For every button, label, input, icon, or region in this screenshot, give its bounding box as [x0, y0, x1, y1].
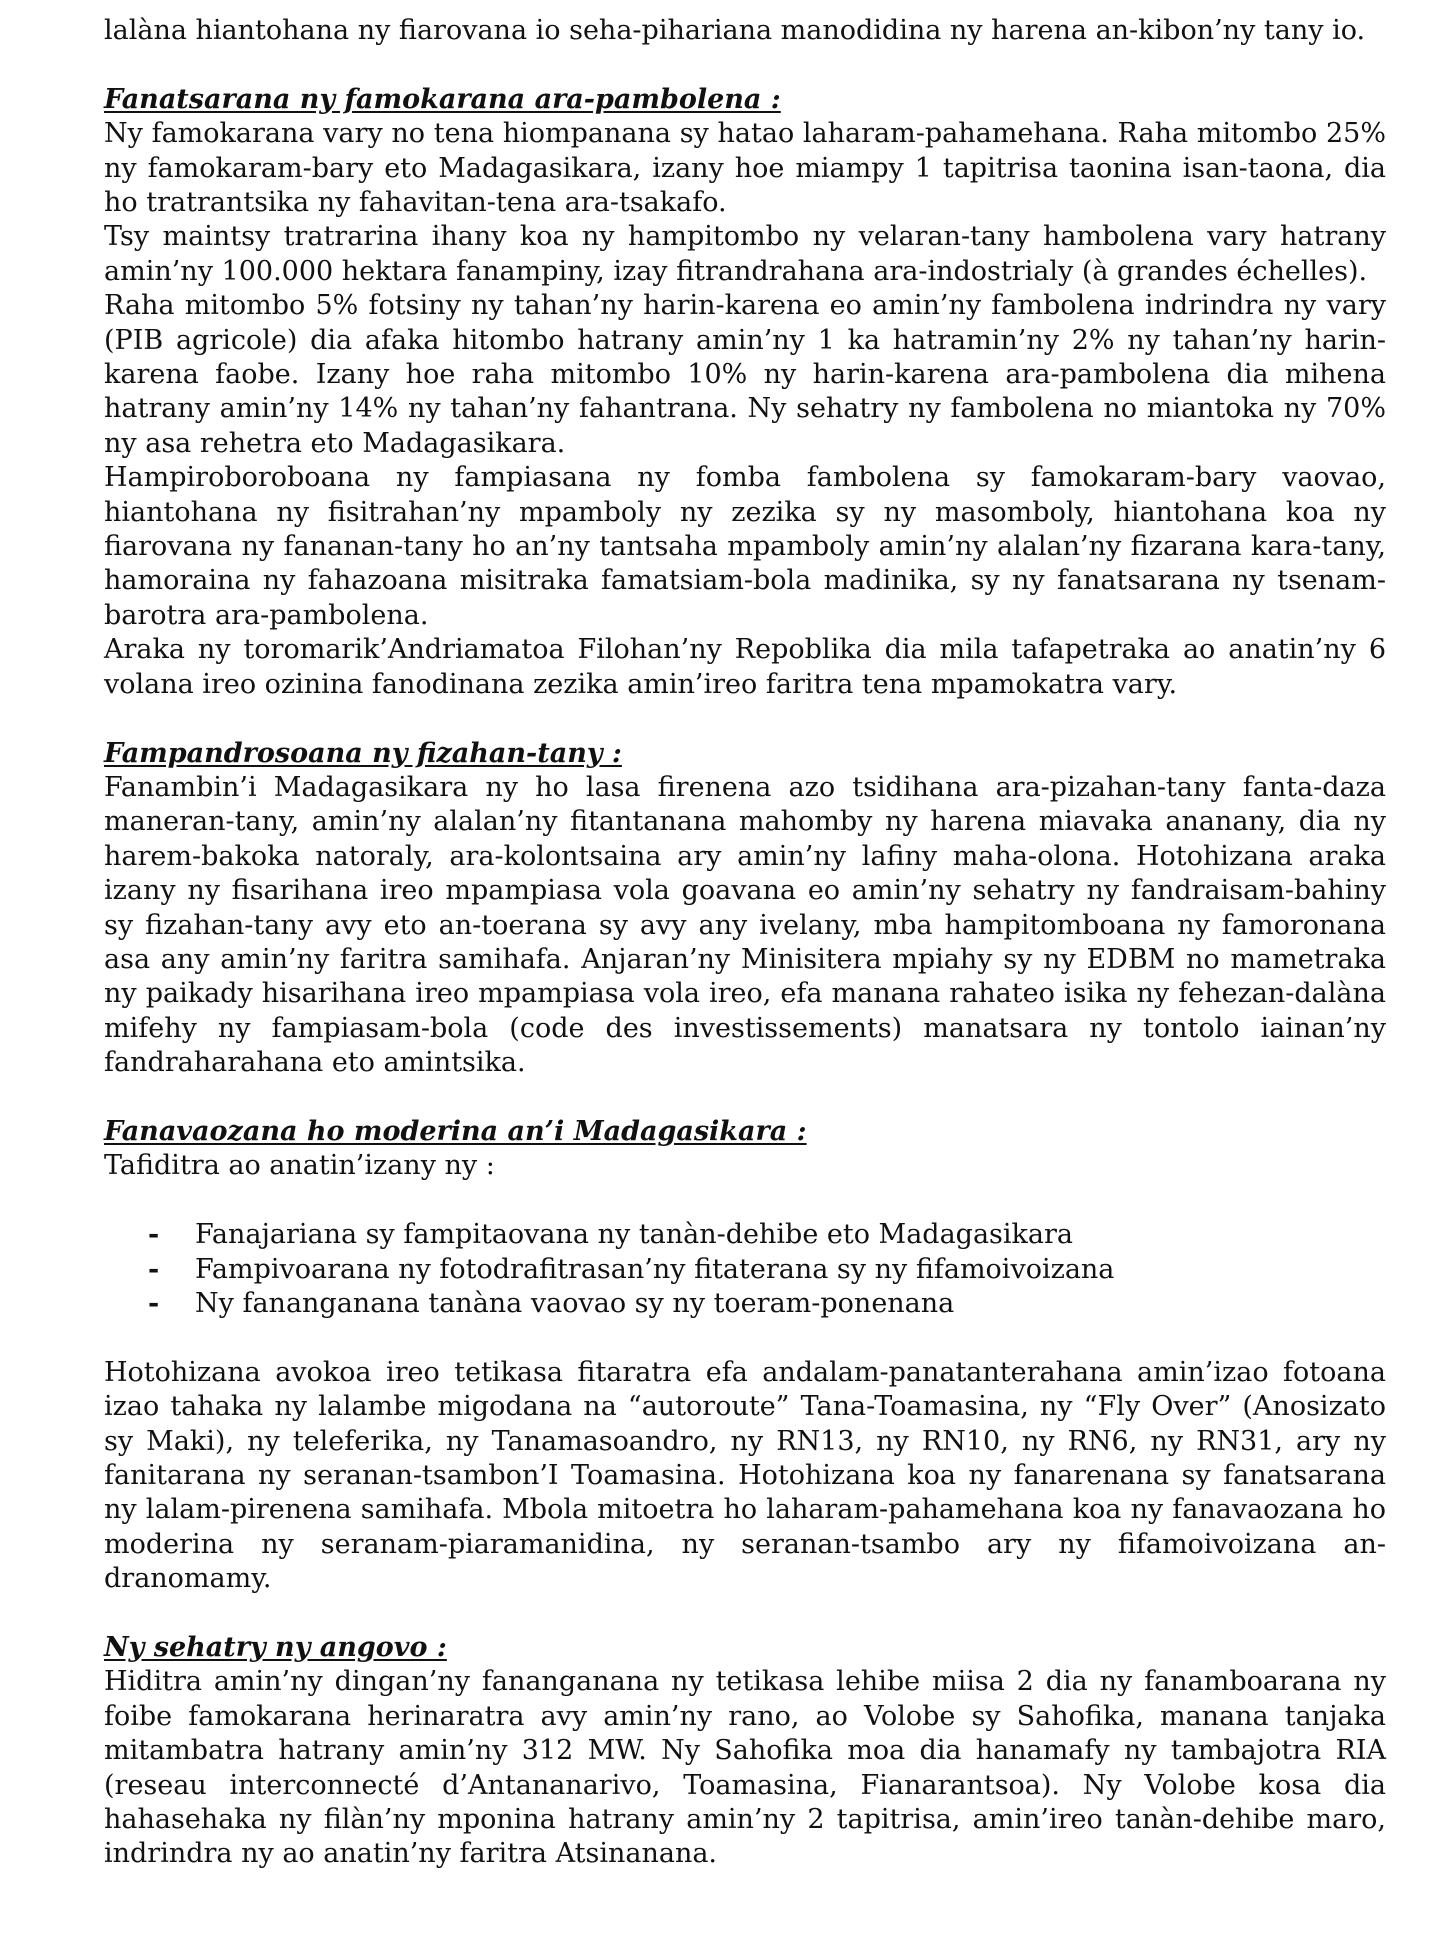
intro-paragraph: lalàna hiantohana ny fiarovana io seha-pihariana manodidina ny harena an-kibon’ny tany io. — [104, 15, 1366, 46]
heading-agriculture: Fanatsarana ny famokarana ara-pambolena : — [104, 83, 781, 115]
agriculture-paragraph-4: Hampiroboroboana ny fampiasana ny fomba fambolena sy famokaram-bary vaovao, hiantohana ny fisitrahan’ny mpamboly ny zezika sy ny masomboly, hiantohana koa ny fiarovana ny fananan-tany ho an’ny tantsaha mpamboly amin’ny alalan’ny fizarana kara-tany, hamoraina ny fahazoana misitraka famatsiam-bola madinika, sy ny fanatsarana ny tsenam-barotra ara-pambolena. — [104, 462, 1386, 631]
list-item — [148, 1287, 1386, 1321]
modernization-intro: Tafiditra ao anatin’izany ny : — [104, 1150, 495, 1182]
tourism-paragraph-1: Fanambin’i Madagasikara ny ho lasa firenena azo tsidihana ara-pizahan-tany fanta-daza maneran-tany, amin’ny alalan’ny fitantanana mahomby ny harena miavaka ananany, dia ny harem-bakoka natoraly, ara-kolontsaina ary amin’ny lafiny maha-olona. Hotohizana araka izany ny fisarihana ireo mpampiasa vola goavana eo amin’ny sehatry ny fandraisam-bahiny sy fizahan-tany avy eto an-toerana sy avy any ivelany, mba hampitomboana ny famoronana asa any amin’ny faritra samihafa. Anjaran’ny Minisitera mpiahy sy ny EDBM no mametraka ny paikady hisarihana ireo mpampiasa vola ireo, efa manana rahateo isika ny fehezan-dalàna mifehy ny fampiasam-bola (code des investissements) manatsara ny tontolo iainan’ny fandraharahana eto amintsika. — [104, 771, 1386, 1079]
document-page — [104, 14, 1386, 1872]
list-item-text: Fampivoarana ny fotodrafitrasan’ny fitaterana sy ny fifamoivoizana — [195, 1253, 1115, 1285]
section-agriculture — [104, 83, 1386, 702]
modernization-paragraph-1: Hotohizana avokoa ireo tetikasa fitaratra efa andalam-panatanterahana amin’izao fotoana izao tahaka ny lalambe migodana na “autoroute” Tana-Toamasina, ny “Fly Over” (Anosizato sy Maki), ny teleferika, ny Tanamasoandro, ny RN13, ny RN10, ny RN6, ny RN31, ary ny fanitarana ny seranan-tsambon’I Toamasina. Hotohizana koa ny fanarenana sy fanatsarana ny lalam-pirenena samihafa. Mbola mitoetra ho laharam-pahamehana koa ny fanavaozana ho moderina ny seranam-piaramanidina, ny seranan-tsambo ary ny fifamoivoizana an-dranomamy. — [104, 1356, 1386, 1595]
modernization-list — [104, 1218, 1386, 1321]
section-energy — [104, 1631, 1386, 1872]
list-item — [148, 1218, 1386, 1252]
spacer — [104, 702, 1386, 736]
heading-tourism: Fampandrosoana ny fizahan-tany : — [104, 737, 622, 769]
spacer — [104, 48, 1386, 82]
agriculture-paragraph-1: Ny famokarana vary no tena hiompanana sy hatao laharam-pahamehana. Raha mitombo 25% ny famokaram-bary eto Madagasikara, izany hoe miampy 1 tapitrisa taonina isan-taona, dia ho tratrantsika ny fahavitan-tena ara-tsakafo. — [104, 118, 1386, 219]
dash-bullet: - — [148, 1219, 160, 1251]
spacer — [104, 1184, 1386, 1218]
spacer — [104, 1081, 1386, 1115]
agriculture-paragraph-5: Araka ny toromarik’Andriamatoa Filohan’ny Repoblika dia mila tafapetraka ao anatin’ny 6 volana ireo ozinina fanodinana zezika amin’ireo faritra tena mpamokatra vary. — [104, 634, 1386, 700]
list-item — [148, 1253, 1386, 1287]
agriculture-paragraph-3: Raha mitombo 5% fotsiny ny tahan’ny harin-karena eo amin’ny fambolena indrindra ny vary (PIB agricole) dia afaka hitombo hatrany amin’ny 1 ka hatramin’ny 2% ny tahan’ny harin-karena faobe. Izany hoe raha mitombo 10% ny harin-karena ara-pambolena dia mihena hatrany amin’ny 14% ny tahan’ny fahantrana. Ny sehatry ny fambolena no miantoka ny 70% ny asa rehetra eto Madagasikara. — [104, 290, 1386, 459]
list-item-text: Fanajariana sy fampitaovana ny tanàn-dehibe eto Madagasikara — [195, 1219, 1074, 1251]
section-modernization — [104, 1115, 1386, 1597]
spacer — [104, 1321, 1386, 1355]
spacer — [104, 1597, 1386, 1631]
section-tourism — [104, 737, 1386, 1081]
list-item-text: Ny fananganana tanàna vaovao sy ny toeram-ponenana — [195, 1287, 955, 1319]
heading-energy: Ny sehatry ny angovo : — [104, 1632, 447, 1663]
heading-modernization: Fanavaozana ho moderina an’i Madagasikara : — [104, 1115, 807, 1147]
dash-bullet: - — [148, 1253, 160, 1285]
agriculture-paragraph-2: Tsy maintsy tratrarina ihany koa ny hampitombo ny velaran-tany hambolena vary hatrany amin’ny 100.000 hektara fanampiny, izay fitrandrahana ara-indostrialy (à grandes échelles). — [104, 221, 1386, 287]
dash-bullet: - — [148, 1287, 160, 1319]
energy-paragraph-1: Hiditra amin’ny dingan’ny fananganana ny tetikasa lehibe miisa 2 dia ny fanamboarana ny foibe famokarana herinaratra avy amin’ny rano, ao Volobe sy Sahofika, manana tanjaka mitambatra hatrany amin’ny 312 MW. Ny Sahofika moa dia hanamafy ny tambajotra RIA (reseau interconnecté d’Antananarivo, Toamasina, Fianarantsoa). Ny Volobe kosa dia hahasehaka ny filàn’ny mponina hatrany amin’ny 2 tapitrisa, amin’ireo tanàn-dehibe maro, indrindra ny ao anatin’ny faritra Atsinanana. — [104, 1666, 1386, 1870]
